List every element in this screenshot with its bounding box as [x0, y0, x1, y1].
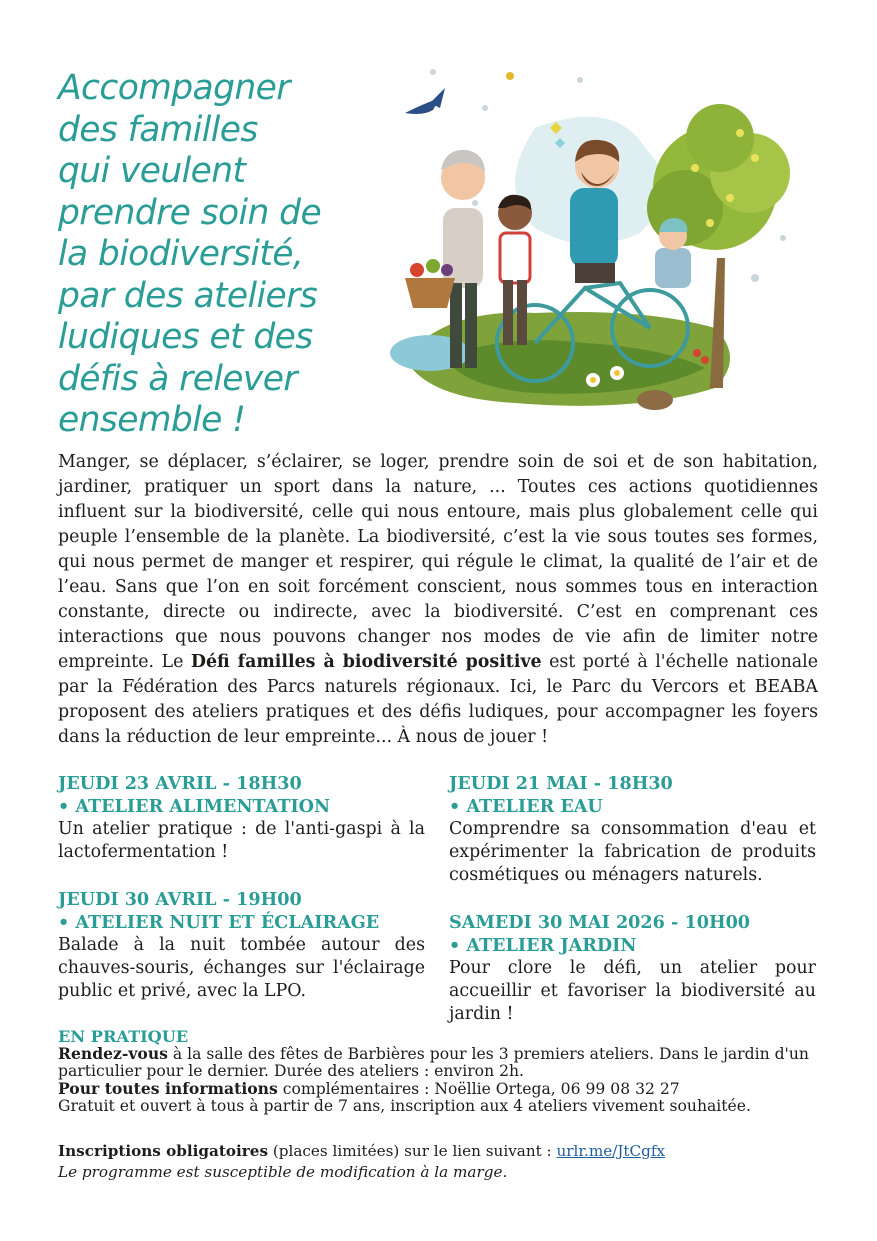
contact-line: [58, 1080, 828, 1098]
event-date: JEUDI 21 MAI - 18H30: [449, 773, 673, 794]
headline-line: des familles: [58, 109, 258, 150]
family-illustration: [385, 58, 825, 418]
headline-line: ludiques et des: [58, 317, 313, 357]
event-alimentation: [58, 772, 425, 864]
headline-line: qui veulent: [58, 151, 246, 191]
registration-footer: [58, 1141, 828, 1183]
registration-text: (places limitées) sur le lien suivant :: [272, 1142, 552, 1160]
rendez-vous-text: à la salle des fêtes de Barbières pour les 3 premiers ateliers. Dans le jardin d'un particulier pour le dernier. Durée des ateliers : environ 2h.: [58, 1045, 809, 1080]
family-bicycle-illustration: [385, 58, 825, 418]
event-title: • ATELIER JARDIN: [449, 935, 637, 956]
headline-line: ensemble !: [58, 400, 246, 440]
practical-info: [58, 1028, 828, 1115]
practical-heading: EN PRATIQUE: [58, 1027, 189, 1046]
event-description: Pour clore le défi, un atelier pour accueillir et favoriser la biodiversité au jardin !: [449, 958, 816, 1024]
event-description: Un atelier pratique : de l'anti-gaspi à la lactofermentation !: [58, 819, 425, 862]
registration-line: [58, 1141, 828, 1162]
rendez-vous-line: [58, 1045, 828, 1080]
event-date: JEUDI 30 AVRIL - 19H00: [58, 889, 302, 910]
event-nuit-eclairage: [58, 888, 425, 1003]
intro-text-part1: Manger, se déplacer, s’éclairer, se loger, prendre soin de soi et de son habitation, jardiner, pratiquer un sport dans la nature, ... Toutes ces actions quotidiennes influent sur la biodiversité, celle qui nous entoure, mais plus globalement celle qui peuple l’ensemble de la planète. La biodiversité, c’est la vie sous toutes ses formes, qui nous permet de manger et respirer, qui régule le climat, la qualité de l’air et de l’eau. Sans que l’on en soit forcément conscient, nous sommes tous en interaction constante, directe ou indirecte, avec la biodiversité. C’est en comprenant ces interactions que nous pouvons changer nos modes de vie afin de limiter notre empreinte. Le: [58, 452, 818, 672]
event-title: • ATELIER NUIT ET ÉCLAIRAGE: [58, 912, 380, 933]
headline-line: la biodiversité,: [58, 234, 304, 274]
event-description: Comprendre sa consommation d'eau et expérimenter la fabrication de produits cosmétiques ou ménagers naturels.: [449, 819, 816, 885]
rendez-vous-label: Rendez-vous: [58, 1044, 168, 1063]
intro-text-part2: est porté à l'échelle nationale par la Fédération des Parcs naturels régionaux. Ici, le Parc du Vercors et BEABA proposent des ateliers pratiques et des défis ludiques, pour accompagner les foyers dans la réduction de leur empreinte... À nous de jouer !: [58, 652, 818, 747]
headline-line: défis à relever: [58, 358, 297, 399]
event-date: SAMEDI 30 MAI 2026 - 10H00: [449, 912, 751, 933]
event-title: • ATELIER ALIMENTATION: [58, 796, 331, 817]
registration-label: Inscriptions obligatoires: [58, 1142, 269, 1160]
intro-paragraph: [58, 450, 818, 750]
defi-name: Défi familles à biodiversité positive: [190, 652, 542, 672]
free-entry-line: Gratuit et ouvert à tous à partir de 7 ans, inscription aux 4 ateliers vivement souhaitée.: [58, 1097, 751, 1115]
headline-line: Accompagner: [58, 68, 290, 108]
disclaimer: [58, 1162, 828, 1183]
event-description: Balade à la nuit tombée autour des chauves-souris, échanges sur l'éclairage public et privé, avec la LPO.: [58, 935, 425, 1001]
headline-line: par des ateliers: [58, 275, 318, 316]
headline: [58, 68, 358, 442]
event-title: • ATELIER EAU: [449, 796, 603, 817]
event-date: JEUDI 23 AVRIL - 18H30: [58, 773, 302, 794]
event-jardin: [449, 911, 816, 1026]
contact-label: Pour toutes informations: [58, 1079, 278, 1098]
disclaimer-text: Le programme est susceptible de modification à la marge.: [58, 1163, 508, 1181]
event-eau: [449, 772, 816, 887]
registration-link[interactable]: urlr.me/JtCgfx: [556, 1142, 666, 1160]
contact-text: complémentaires : Noëllie Ortega, 06 99 08 32 27: [282, 1080, 680, 1098]
headline-line: prendre soin de: [58, 192, 322, 233]
